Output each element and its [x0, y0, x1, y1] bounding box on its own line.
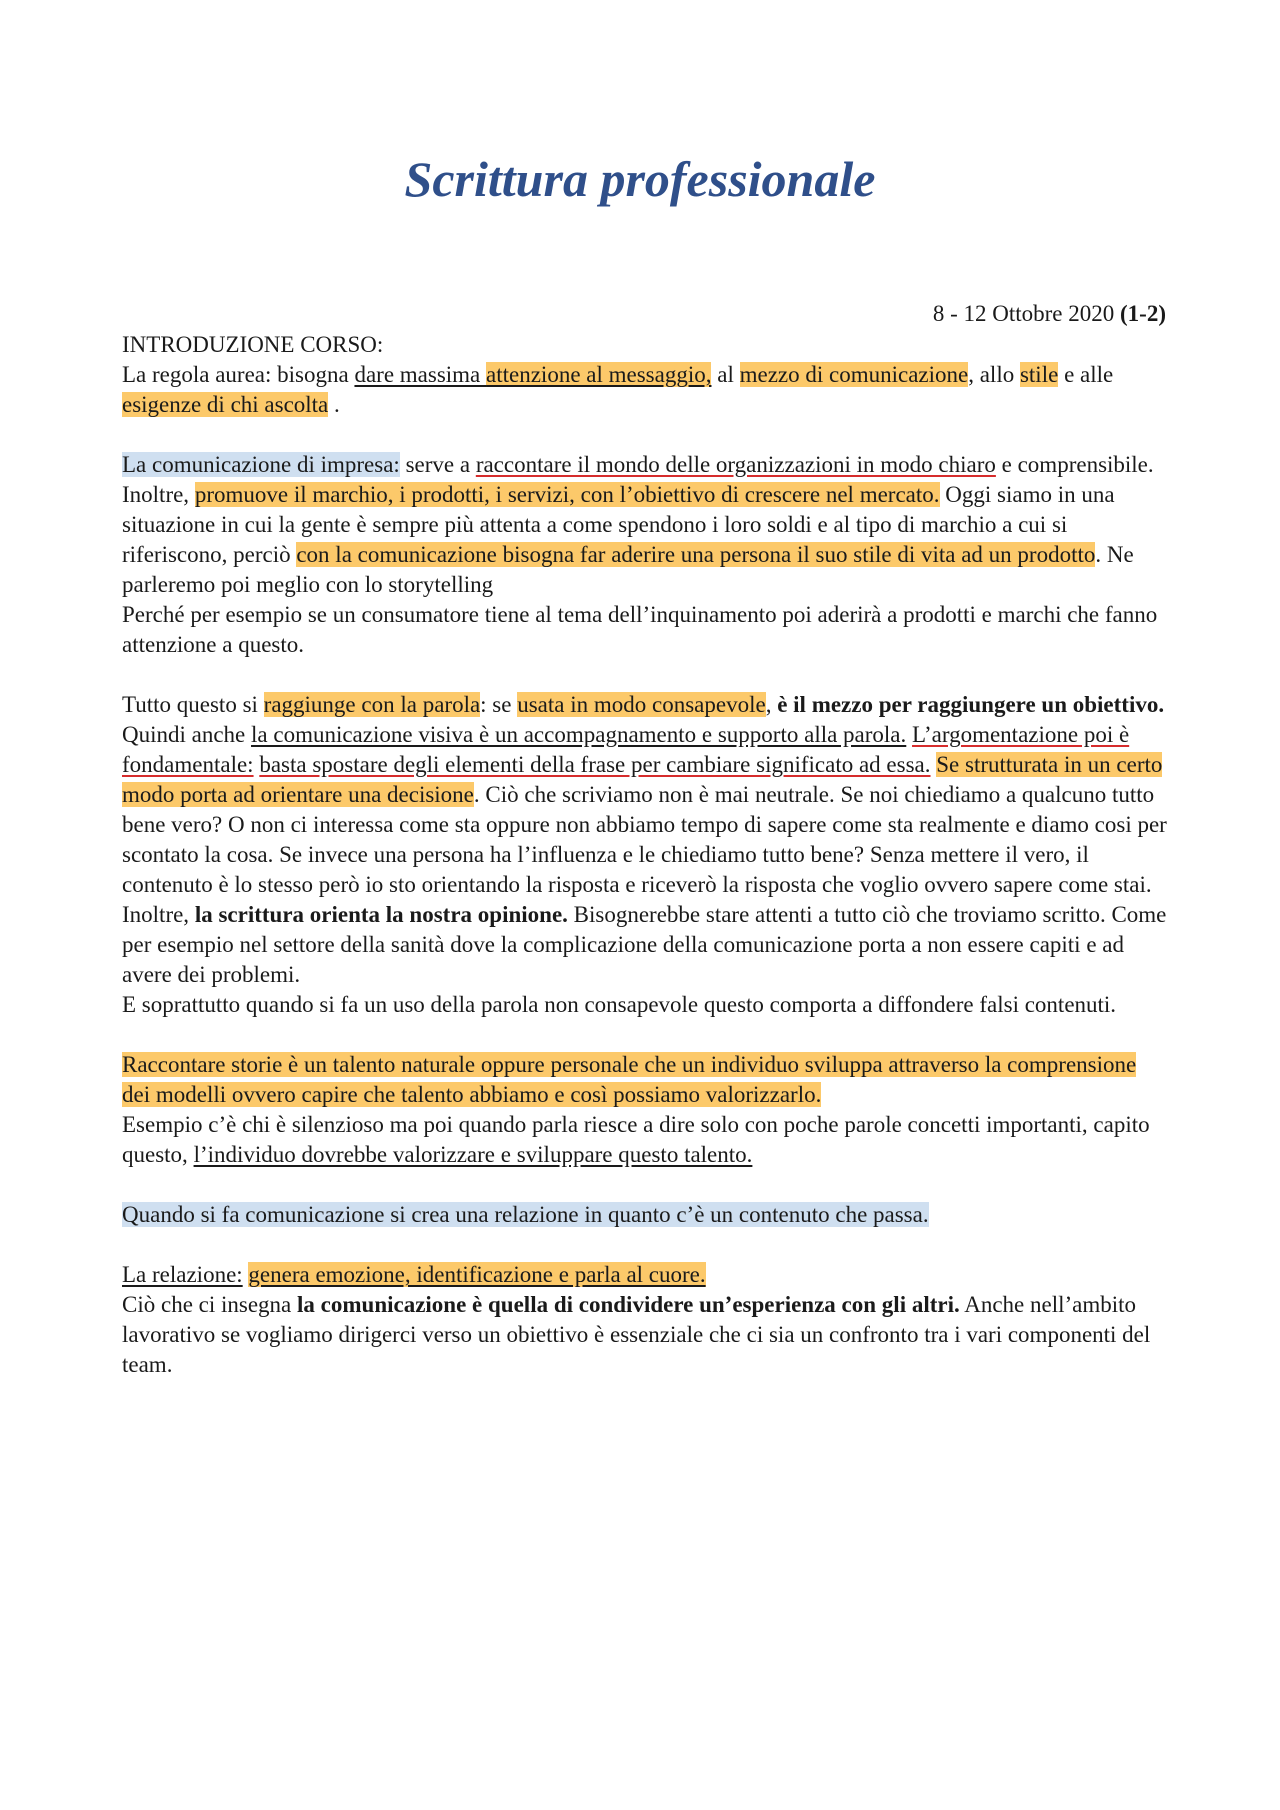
paragraph-relation [122, 1200, 1167, 1230]
text-run: Tutto questo si [122, 692, 264, 717]
paragraph-gap [122, 1170, 1167, 1200]
highlighted-text: stile [1019, 362, 1059, 387]
highlighted-text: Raccontare storie è un talento naturale oppure personale che un individuo sviluppa attraverso la comprensione dei modelli ovvero capire che talento abbiamo e così possiamo valorizzarlo. [122, 1052, 1137, 1107]
text-run: Esempio c’è chi è silenzioso ma poi quando parla riesce a dire solo con poche parole concetti importanti, capito questo, [122, 1112, 1150, 1167]
text-run: e alle [1058, 362, 1114, 387]
underlined-text: La relazione: [122, 1262, 243, 1287]
text-run: Perché per esempio se un consumatore tiene al tema dell’inquinamento poi aderirà a prodotti e marchi che fanno attenzione a questo. [122, 602, 1158, 657]
red-underlined-text: L’argomentazione poi è fondamentale: [122, 722, 1130, 777]
text-run: Ciò che ci insegna [122, 1292, 298, 1317]
lesson-numbers: (1-2) [1120, 301, 1166, 326]
underlined-text: la comunicazione visiva è un accompagnamento e supporto alla parola. [251, 722, 907, 747]
paragraph-storytelling [122, 1050, 1167, 1170]
intro-heading: INTRODUZIONE CORSO: [122, 332, 384, 357]
date-text: 8 - 12 Ottobre 2020 [932, 301, 1115, 326]
highlighted-text: Se strutturata in un certo modo porta ad orientare una decisione [122, 752, 1163, 807]
text-run: . [328, 392, 340, 417]
highlighted-text: usata in modo consapevole [517, 692, 766, 717]
text-run: La regola aurea: bisogna [122, 362, 355, 387]
blue-highlighted-text: Quando si fa comunicazione si crea una relazione in quanto c’è un contenuto che passa. [122, 1202, 929, 1227]
paragraph-gap [122, 1230, 1167, 1260]
paragraph-gap [122, 420, 1167, 450]
text-run: Bisognerebbe stare attenti a tutto ciò che troviamo scritto. Come per esempio nel settore della sanità dove la complicazione della comunicazione porta a non essere capiti e ad avere dei problemi. [122, 902, 1167, 987]
blue-highlighted-text: La comunicazione di impresa: [122, 452, 400, 477]
date-line [933, 299, 1166, 329]
highlighted-text: raggiunge con la parola [263, 692, 481, 717]
text-run: e comprensibile. Inoltre, [122, 452, 1154, 507]
document-body [122, 330, 1167, 1380]
text-run: , [765, 692, 778, 717]
text-run: Inoltre, [122, 902, 195, 927]
bold-text: è il mezzo per raggiungere un obiettivo. [777, 692, 1165, 717]
underlined-text: dare massima [354, 362, 487, 387]
paragraph-business-communication [122, 450, 1167, 660]
highlighted-text: con la comunicazione bisogna far aderire una persona il suo stile di vita ad un prodotto [296, 542, 1096, 567]
text-run: Quindi anche [122, 722, 252, 747]
paragraph-word [122, 690, 1167, 1020]
underlined-text: l’individuo dovrebbe valorizzare e sviluppare questo talento. [193, 1142, 753, 1167]
paragraph-golden-rule [122, 360, 1167, 420]
paragraph-gap [122, 1020, 1167, 1050]
text-run: E soprattutto quando si fa un uso della parola non consapevole questo comporta a diffondere falsi contenuti. [122, 992, 1117, 1017]
red-underlined-text: raccontare il mondo delle organizzazioni in modo chiaro [475, 452, 996, 477]
text-run: , allo [968, 362, 1020, 387]
text-run: al [711, 362, 740, 387]
text-run: . Ne parleremo poi meglio con lo storytelling [122, 542, 1134, 597]
highlighted-text: genera emozione, identificazione e parla al cuore. [248, 1262, 706, 1287]
highlighted-text: attenzione al messaggio, [486, 362, 712, 387]
text-run: Oggi siamo in una situazione in cui la gente è sempre più attenta a come spendono i loro soldi e al tipo di marchio a cui si riferiscono, perciò [122, 482, 1115, 567]
bold-text: la scrittura orienta la nostra opinione. [194, 902, 568, 927]
highlighted-text: promuove il marchio, i prodotti, i servizi, con l’obiettivo di crescere nel mercato. [194, 482, 940, 507]
document-title: Scrittura professionale [404, 151, 876, 207]
highlighted-text: mezzo di comunicazione [739, 362, 969, 387]
text-run: Anche nell’ambito lavorativo se vogliamo dirigerci verso un obiettivo è essenziale che ci sia un confronto tra i vari componenti del team. [122, 1292, 1151, 1377]
paragraph-emotion [122, 1260, 1167, 1380]
red-underlined-text: basta spostare degli elementi della frase per cambiare significato ad essa. [259, 752, 931, 777]
bold-text: la comunicazione è quella di condividere un’esperienza con gli altri. [297, 1292, 960, 1317]
text-run: serve a [399, 452, 476, 477]
highlighted-text: esigenze di chi ascolta [122, 392, 329, 417]
paragraph-gap [122, 660, 1167, 690]
text-run: : se [480, 692, 518, 717]
text-run: . Ciò che scriviamo non è mai neutrale. Se noi chiediamo a qualcuno tutto bene vero? O non ci interessa come sta oppure non abbiamo tempo di sapere come sta realmente e diamo cosi per scontato la cosa. Se invece una persona ha l’influenza e le chiediamo tutto bene? Senza mettere il vero, il contenuto è lo stesso però io sto orientando la risposta e riceverò la risposta che voglio ovvero sapere come stai. [122, 782, 1167, 897]
